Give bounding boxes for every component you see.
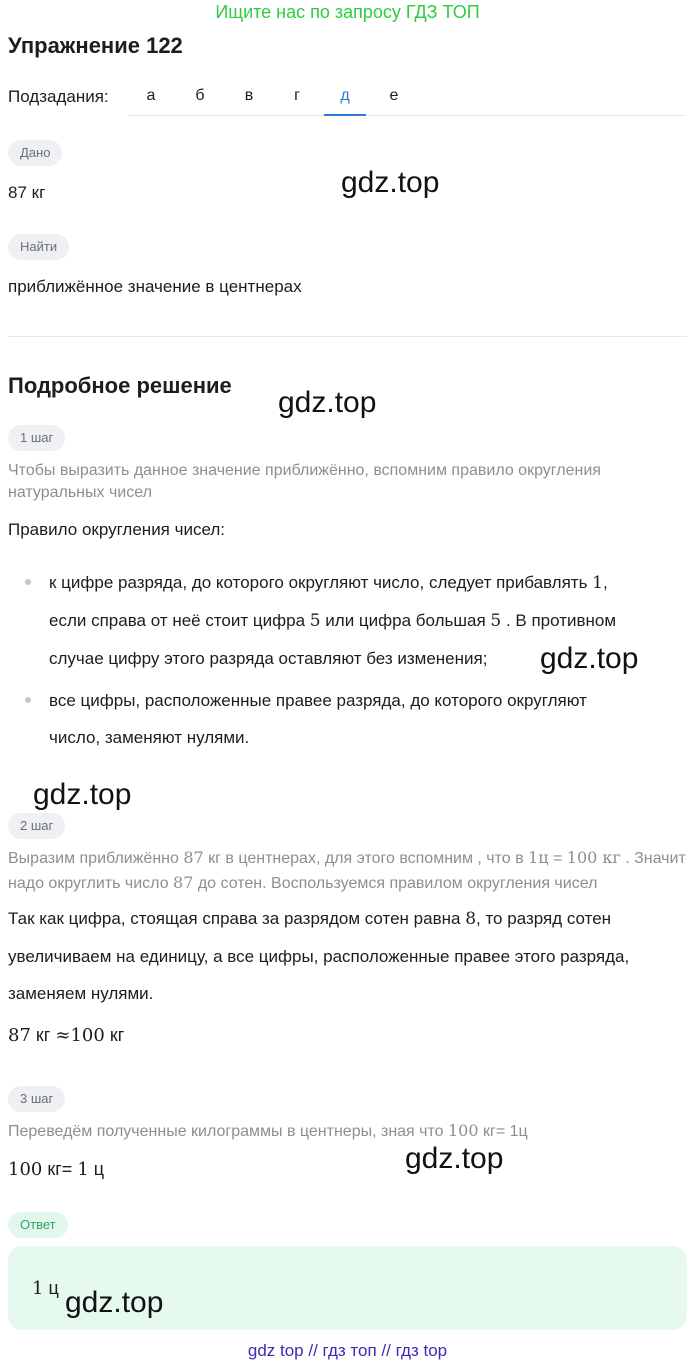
- watermark: gdz.top: [278, 386, 377, 419]
- given-badge: Дано: [8, 140, 62, 166]
- step1-badge: 1 шаг: [8, 425, 65, 451]
- watermark: gdz.top: [405, 1142, 504, 1175]
- step3-badge: 3 шаг: [8, 1086, 65, 1112]
- find-value: приближённое значение в центнерах: [8, 277, 302, 296]
- step1-intro: Чтобы выразить данное значение приближённо, вспомним правило округления натуральных чисел: [8, 462, 601, 501]
- watermark: gdz.top: [65, 1286, 164, 1319]
- step2-intro: Выразим приближённо 87 кг в центнерах, для этого вспомним , что в 1ц = 100 кг . Значит надо округлить число 87 до сотен. Воспользуемся правилом округления чисел: [8, 848, 686, 892]
- answer-badge: Ответ: [8, 1212, 68, 1238]
- rule-title: Правило округления чисел:: [8, 520, 225, 539]
- watermark: gdz.top: [341, 166, 440, 199]
- footer-separator: //: [308, 1341, 318, 1360]
- bullet-dot: [25, 697, 31, 703]
- solution-title: Подробное решение: [8, 373, 232, 398]
- answer-value: 1 ц: [32, 1278, 59, 1299]
- find-badge: Найти: [8, 234, 69, 260]
- footer-link-gdz-top-mixed[interactable]: гдз top: [395, 1341, 448, 1360]
- subtask-tabs: [128, 78, 685, 116]
- tab-e[interactable]: е: [389, 87, 399, 104]
- tab-d-active[interactable]: д: [324, 78, 366, 116]
- tab-b[interactable]: б: [195, 87, 205, 104]
- step3-result: 100 кг= 1 ц: [8, 1159, 105, 1180]
- footer-links: [0, 1340, 695, 1362]
- step2-body: Так как цифра, стоящая справа за разрядом сотен равна 8, то разряд сотен увеличиваем на единицу, а все цифры, расположенные правее этого разряда, заменяем нулями.: [8, 909, 630, 1003]
- footer-link-gdz-top[interactable]: gdz top: [247, 1341, 304, 1360]
- tab-a[interactable]: а: [146, 87, 156, 104]
- tab-g[interactable]: г: [294, 87, 300, 104]
- watermark: gdz.top: [33, 778, 132, 811]
- given-value: 87 кг: [8, 183, 46, 202]
- watermark: gdz.top: [540, 642, 639, 675]
- footer-separator: //: [381, 1341, 391, 1360]
- search-banner: Ищите нас по запросу ГДЗ ТОП: [215, 2, 480, 22]
- step3-intro: Переведём полученные килограммы в центнеры, зная что 100 кг= 1ц: [8, 1121, 528, 1140]
- step2-result: 87 кг ≈100 кг: [8, 1025, 125, 1046]
- bullet2-text: все цифры, расположенные правее разряда, до которого округляют число, заменяют нулями.: [49, 691, 587, 747]
- tab-v[interactable]: в: [244, 87, 254, 104]
- bullet1-text: к цифре разряда, до которого округляют число, следует прибавлять 1, если справа от неё стоит цифра 5 или цифра большая 5 . В противном случае цифру этого разряда оставляют без изменения;: [49, 573, 617, 668]
- divider: [8, 336, 687, 337]
- step2-badge: 2 шаг: [8, 813, 65, 839]
- footer-link-gdz-top-ru[interactable]: гдз топ: [322, 1341, 377, 1360]
- page-title: Упражнение 122: [8, 33, 183, 58]
- subtasks-label: Подзадания:: [8, 87, 109, 106]
- bullet-dot: [25, 579, 31, 585]
